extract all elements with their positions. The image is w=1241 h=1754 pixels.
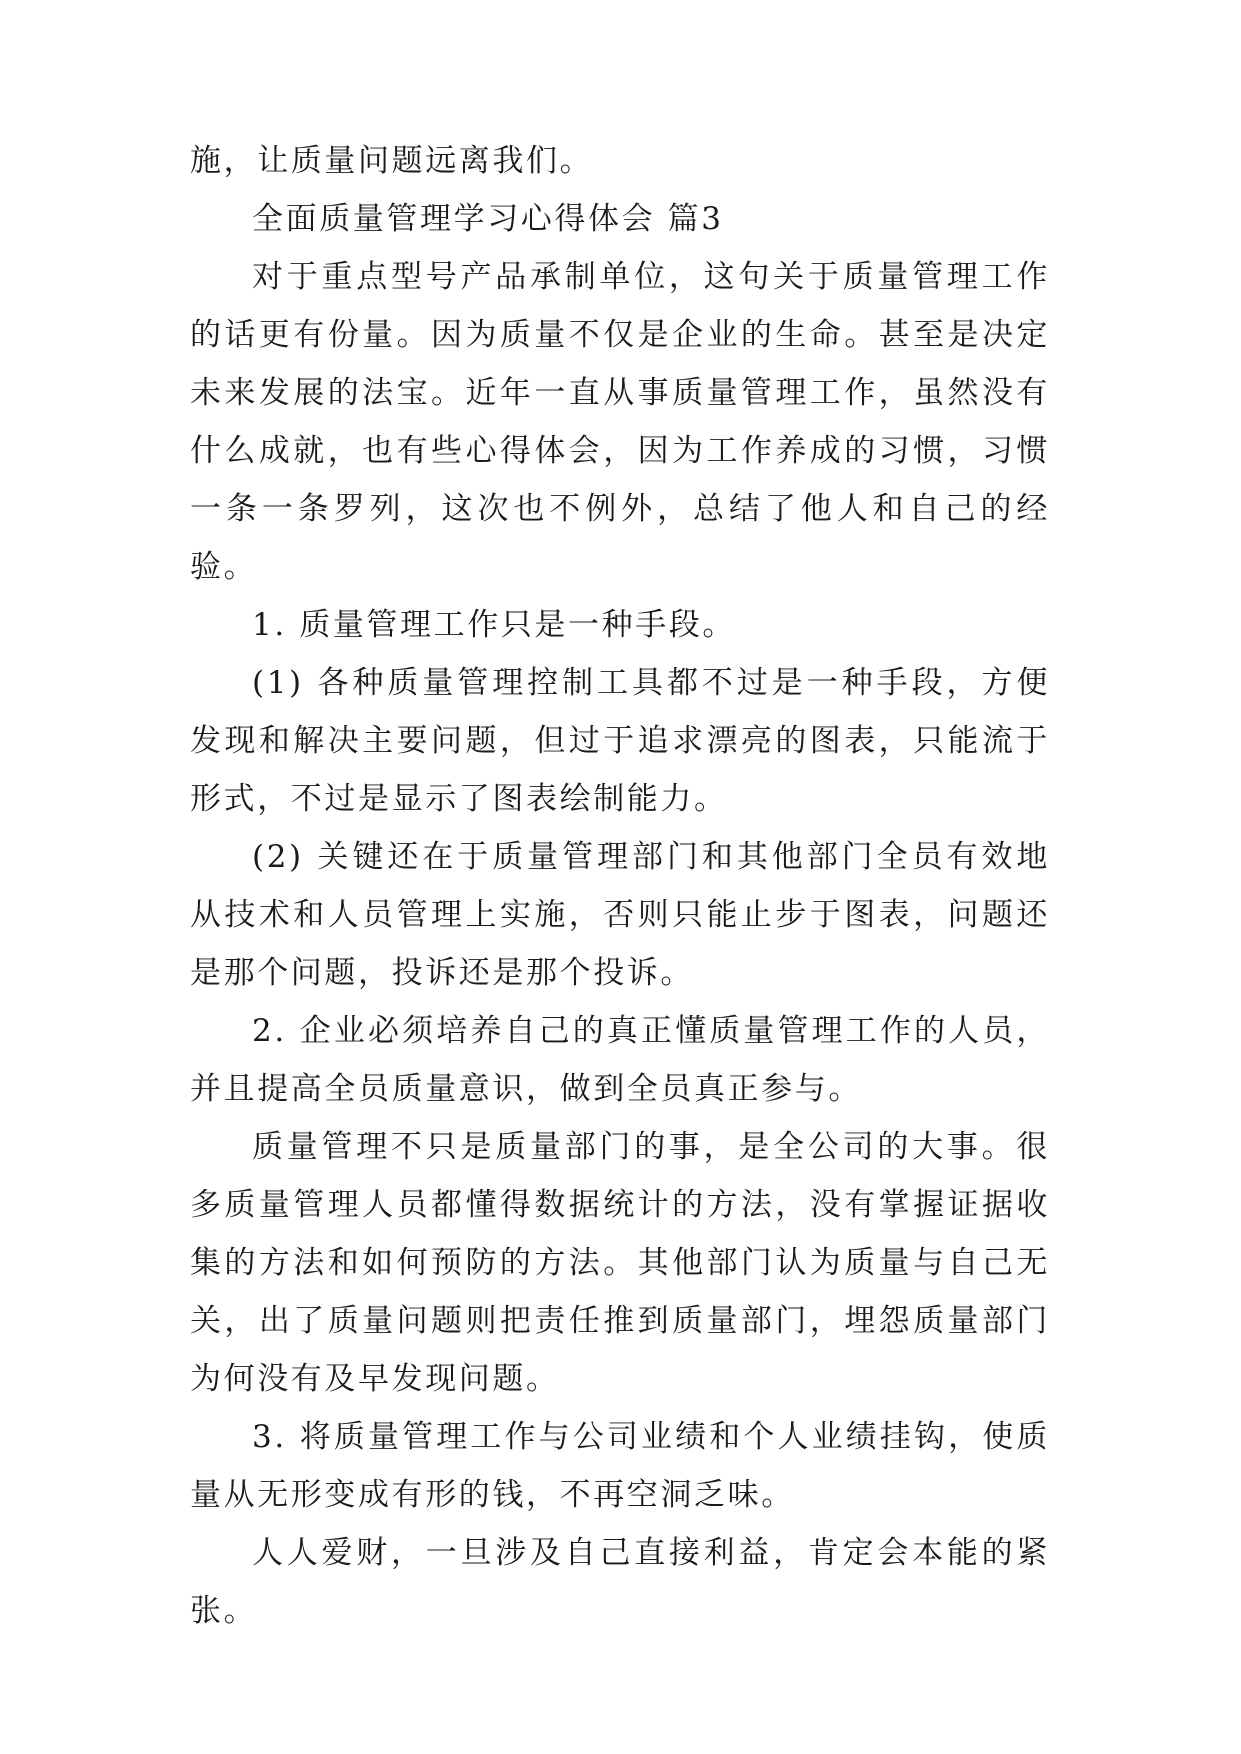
point-1-heading: 1. 质量管理工作只是一种手段。 <box>252 607 737 643</box>
point-1-sub-1: (1) 各种质量管理控制工具都不过是一种手段，方便发现和解决主要问题，但过于追求漂亮的图表，只能流于形式，不过是显示了图表绘制能力。 <box>190 665 1050 817</box>
point-2-body: 质量管理不只是质量部门的事，是全公司的大事。很多质量管理人员都懂得数据统计的方法，没有掌握证据收集的方法和如何预防的方法。其他部门认为质量与自己无关，出了质量问题则把责任推到质量部门，埋怨质量部门为何没有及早发现问题。 <box>190 1129 1050 1397</box>
document-body <box>190 132 1050 1640</box>
point-3-body: 人人爱财，一旦涉及自己直接利益，肯定会本能的紧张。 <box>190 1535 1050 1629</box>
point-1-sub-2: (2) 关键还在于质量管理部门和其他部门全员有效地从技术和人员管理上实施，否则只能止步于图表，问题还是那个问题，投诉还是那个投诉。 <box>190 839 1050 991</box>
point-2-heading: 2. 企业必须培养自己的真正懂质量管理工作的人员，并且提高全员质量意识，做到全员真正参与。 <box>190 1013 1050 1107</box>
paragraph-intro: 对于重点型号产品承制单位，这句关于质量管理工作的话更有份量。因为质量不仅是企业的生命。甚至是决定未来发展的法宝。近年一直从事质量管理工作，虽然没有什么成就，也有些心得体会，因为工作养成的习惯，习惯一条一条罗列，这次也不例外，总结了他人和自己的经验。 <box>190 259 1050 585</box>
paragraph-continuation: 施，让质量问题远离我们。 <box>190 143 594 179</box>
point-3-heading: 3. 将质量管理工作与公司业绩和个人业绩挂钩，使质量从无形变成有形的钱，不再空洞乏味。 <box>190 1419 1050 1513</box>
section-heading: 全面质量管理学习心得体会 篇3 <box>252 201 724 237</box>
